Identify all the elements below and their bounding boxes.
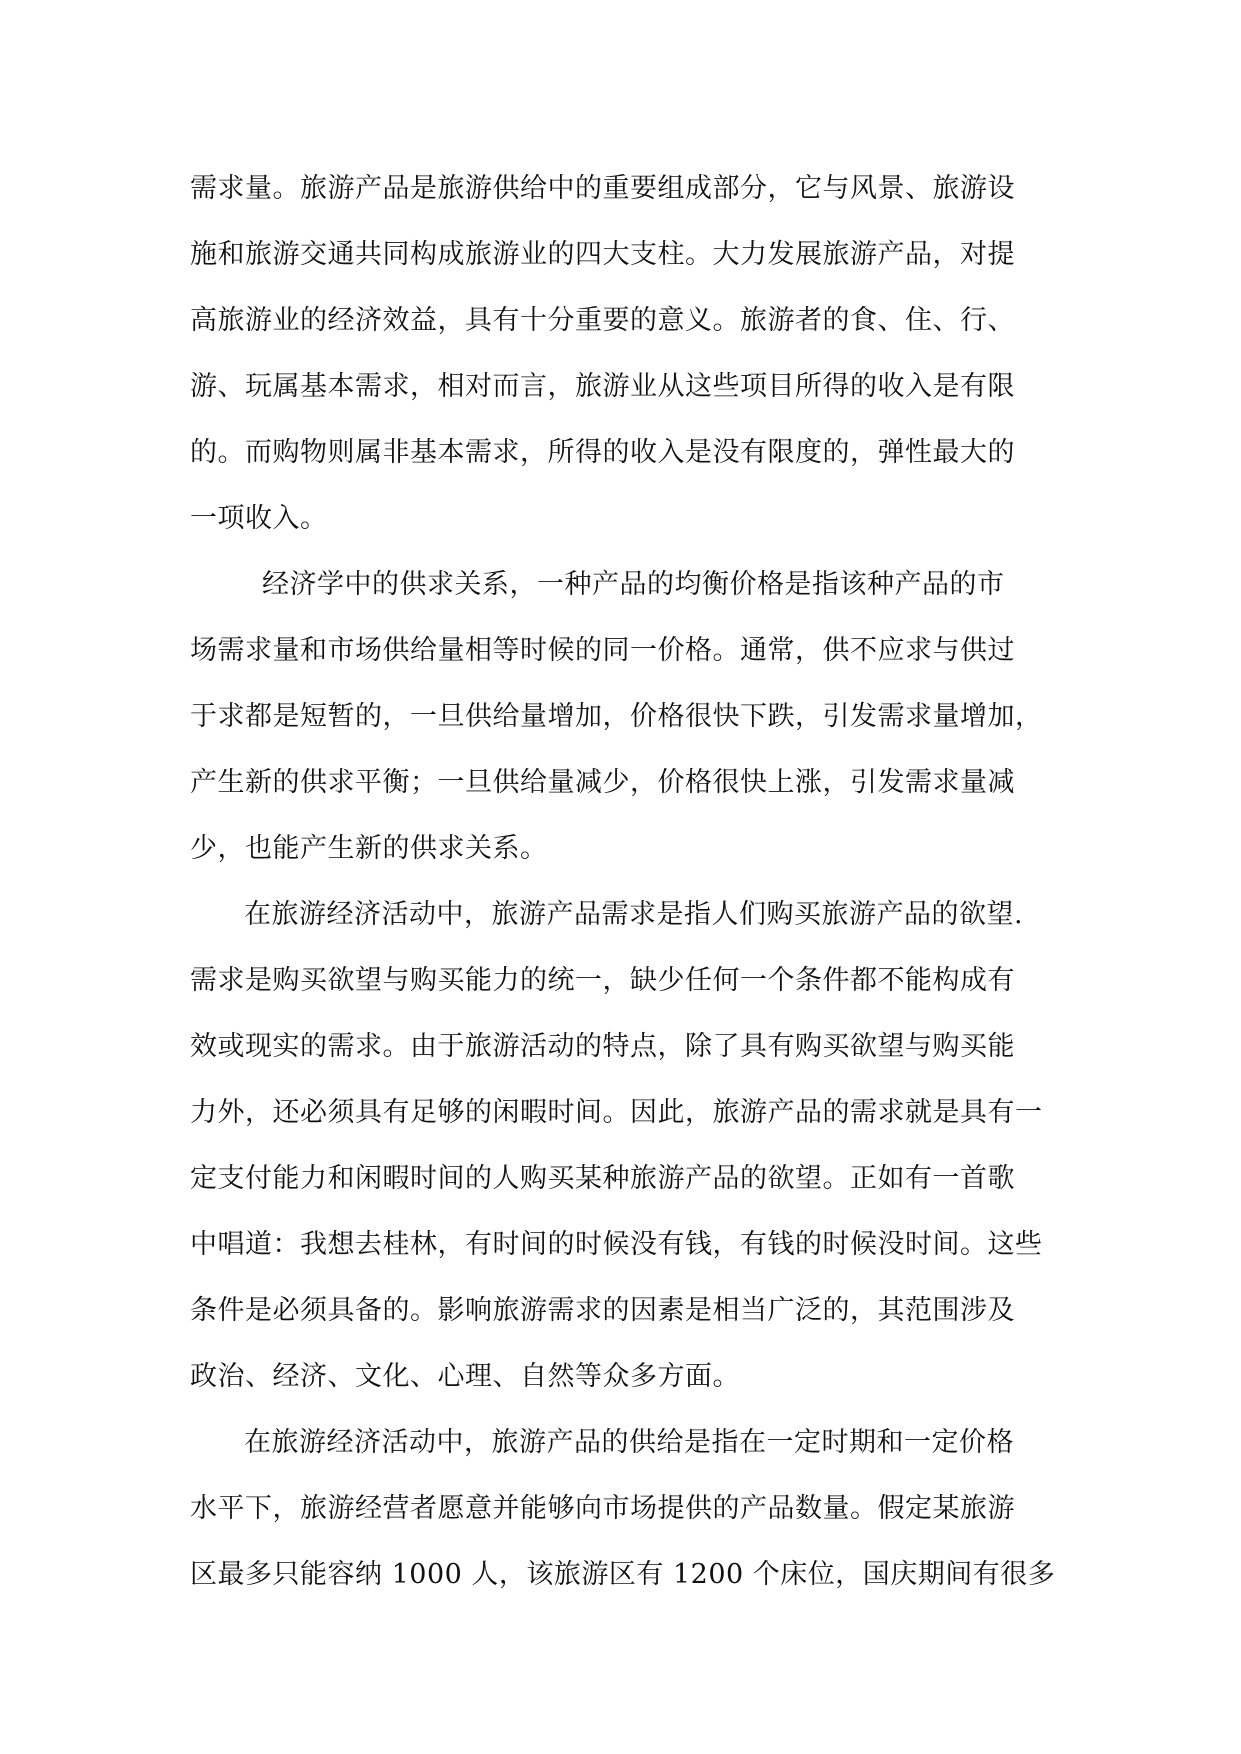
- text-line: 高旅游业的经济效益，具有十分重要的意义。旅游者的食、住、行、: [190, 305, 1015, 336]
- text-line: 政治、经济、文化、心理、自然等众多方面。: [190, 1361, 740, 1392]
- text-line: 需求是购买欲望与购买能力的统一，缺少任何一个条件都不能构成有: [190, 965, 1015, 996]
- text-line: 在旅游经济活动中，旅游产品需求是指人们购买旅游产品的欲望.: [244, 899, 1024, 930]
- text-line: 中唱道：我想去桂林，有时间的时候没有钱，有钱的时候没时间。这些: [190, 1229, 1043, 1260]
- text-line: 场需求量和市场供给量相等时候的同一价格。通常，供不应求与供过: [190, 635, 1015, 666]
- text-line: 定支付能力和闲暇时间的人购买某种旅游产品的欲望。正如有一首歌: [190, 1163, 1015, 1194]
- text-line: 的。而购物则属非基本需求，所得的收入是没有限度的，弹性最大的: [190, 437, 1015, 468]
- paragraph-2: [190, 552, 1050, 882]
- text-line: 施和旅游交通共同构成旅游业的四大支柱。大力发展旅游产品，对提: [190, 239, 1015, 270]
- text-line: 力外，还必须具有足够的闲暇时间。因此，旅游产品的需求就是具有一: [190, 1097, 1043, 1128]
- text-line: 区最多只能容纳 1000 人，该旅游区有 1200 个床位，国庆期间有很多: [190, 1559, 1056, 1590]
- text-line: 游、玩属基本需求，相对而言，旅游业从这些项目所得的收入是有限: [190, 371, 1015, 402]
- text-line: 一项收入。: [190, 503, 328, 534]
- text-line: 于求都是短暂的，一旦供给量增加，价格很快下跌，引发需求量增加，: [190, 701, 1043, 732]
- text-line: 产生新的供求平衡；一旦供给量减少，价格很快上涨，引发需求量减: [190, 767, 1015, 798]
- body-text: [190, 156, 1056, 1608]
- text-line: 水平下，旅游经营者愿意并能够向市场提供的产品数量。假定某旅游: [190, 1493, 1015, 1524]
- paragraph-4: [190, 1410, 1056, 1608]
- paragraph-3: [190, 882, 1050, 1410]
- text-line: 效或现实的需求。由于旅游活动的特点，除了具有购买欲望与购买能: [190, 1031, 1015, 1062]
- text-line: 经济学中的供求关系，一种产品的均衡价格是指该种产品的市: [262, 569, 1005, 600]
- text-line: 在旅游经济活动中，旅游产品的供给是指在一定时期和一定价格: [244, 1427, 1014, 1458]
- text-line: 需求量。旅游产品是旅游供给中的重要组成部分，它与风景、旅游设: [190, 173, 1015, 204]
- paragraph-1: [190, 156, 1050, 552]
- text-line: 少，也能产生新的供求关系。: [190, 833, 548, 864]
- text-line: 条件是必须具备的。影响旅游需求的因素是相当广泛的，其范围涉及: [190, 1295, 1015, 1326]
